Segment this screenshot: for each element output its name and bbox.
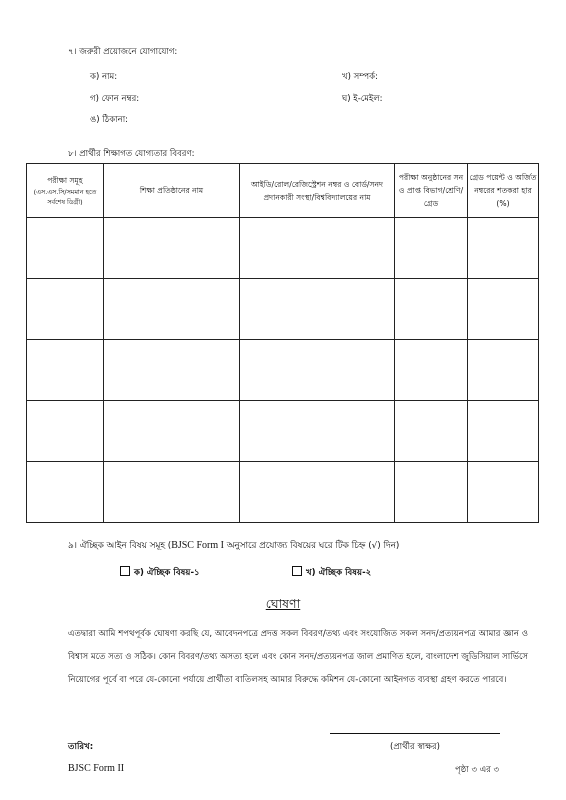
education-table <box>26 163 539 523</box>
emergency-relation-label: খ) সম্পর্ক: <box>342 72 378 82</box>
table-cell[interactable] <box>104 340 240 401</box>
table-cell[interactable] <box>468 340 539 401</box>
section-9-heading <box>68 538 399 553</box>
col-header-year-result: পরীক্ষা অনুষ্ঠানের সন ও প্রাপ্ত বিভাগ/শ্রেণি/গ্রেড <box>395 164 468 218</box>
footer-form-name: BJSC Form II <box>68 763 125 774</box>
table-cell[interactable] <box>240 462 395 523</box>
optional-subject-1[interactable] <box>120 566 200 580</box>
table-cell[interactable] <box>27 279 104 340</box>
section-8-heading: ৮। প্রার্থীর শিক্ষাগত যোগ্যতার বিবরণ: <box>68 149 195 159</box>
table-cell[interactable] <box>240 340 395 401</box>
table-cell[interactable] <box>104 279 240 340</box>
optional-subject-2-label: খ) ঐচ্ছিক বিষয়-২ <box>306 568 372 578</box>
table-row <box>27 401 539 462</box>
section-9-heading-prefix: ৯। ঐচ্ছিক আইন বিষয় সমূহ ( <box>68 541 172 551</box>
table-cell[interactable] <box>104 401 240 462</box>
checkbox-optional-subject-1[interactable] <box>120 566 130 576</box>
col-header-exam <box>27 164 104 218</box>
col-header-institution: শিক্ষা প্রতিষ্ঠানের নাম <box>104 164 240 218</box>
emergency-email-label: ঘ) ই-মেইল: <box>342 94 383 104</box>
section-9-form-ref: BJSC Form I <box>171 540 224 551</box>
table-row <box>27 279 539 340</box>
col-header-board: আইডি/রোল/রেজিস্ট্রেশন নম্বর ও বোর্ড/সনদ প্রদানকারী সংস্থা/বিশ্ববিদ্যালয়ের নাম <box>240 164 395 218</box>
table-row <box>27 462 539 523</box>
table-cell[interactable] <box>468 462 539 523</box>
table-row <box>27 340 539 401</box>
table-cell[interactable] <box>240 279 395 340</box>
table-cell[interactable] <box>104 218 240 279</box>
table-cell[interactable] <box>468 218 539 279</box>
declaration-body: এতদ্বারা আমি শপথপূর্বক ঘোষণা করছি যে, আবেদনপত্রে প্রদত্ত সকল বিবরণ/তথ্য এবং সংযোজিত সকল সনদ/প্রত্যয়নপত্র আমার জ্ঞান ও বিশ্বাস মতে সত্য ও সঠিক। কোন বিবরণ/তথ্য অসত্য হলে এবং কোন সনদ/প্রত্যয়নপত্র জাল প্রমাণিত হলে, বাংলাদেশ জুডিসিয়াল সার্ভিসে নিয়োগের পূর্বে বা পরে যে-কোনো পর্যায়ে প্রার্থীতা বাতিলসহ আমার বিরুদ্ধে কমিশন যে-কোনো আইনগত ব্যবস্থা গ্রহণ করতে পারবে। <box>68 629 528 685</box>
table-cell[interactable] <box>104 462 240 523</box>
checkbox-optional-subject-2[interactable] <box>292 566 302 576</box>
emergency-address-label: ঙ) ঠিকানা: <box>90 115 129 125</box>
table-cell[interactable] <box>27 340 104 401</box>
education-table-header <box>27 164 539 218</box>
table-cell[interactable] <box>395 401 468 462</box>
table-cell[interactable] <box>468 401 539 462</box>
table-cell[interactable] <box>27 401 104 462</box>
section-7-heading: ৭। জরুরী প্রয়োজনে যোগাযোগ: <box>68 47 178 57</box>
table-cell[interactable] <box>240 401 395 462</box>
table-cell[interactable] <box>240 218 395 279</box>
section-9-heading-suffix: অনুসারে প্রযোজ্য বিষয়ের ঘরে টিক চিহ্ন (√) দিন) <box>223 541 400 551</box>
col-header-exam-main: পরীক্ষা সমূহ <box>47 176 83 185</box>
emergency-name-label: ক) নাম: <box>90 72 118 82</box>
col-header-exam-sub: (এস.এস.সি/সমমান হতে সর্বশেষ ডিগ্রী) <box>33 188 97 206</box>
date-label: তারিখ: <box>68 742 94 752</box>
declaration-title: ঘোষণা <box>265 596 301 611</box>
table-cell[interactable] <box>27 462 104 523</box>
table-cell[interactable] <box>27 218 104 279</box>
table-cell[interactable] <box>468 279 539 340</box>
table-cell[interactable] <box>395 340 468 401</box>
footer-page-number: পৃষ্ঠা ৩ এর ৩ <box>455 765 500 775</box>
col-header-grade-point: গ্রেড পয়েন্ট ও অর্জিত নম্বরের শতকরা হার (%) <box>468 164 539 218</box>
optional-subject-1-label: ক) ঐচ্ছিক বিষয়-১ <box>134 568 200 578</box>
signature-label: (প্রার্থীর স্বাক্ষর) <box>390 742 440 752</box>
table-row <box>27 218 539 279</box>
optional-subject-2[interactable] <box>292 566 371 580</box>
table-cell[interactable] <box>395 279 468 340</box>
signature-line <box>330 733 500 734</box>
table-cell[interactable] <box>395 462 468 523</box>
table-cell[interactable] <box>395 218 468 279</box>
emergency-phone-label: গ) ফোন নম্বর: <box>90 94 140 104</box>
